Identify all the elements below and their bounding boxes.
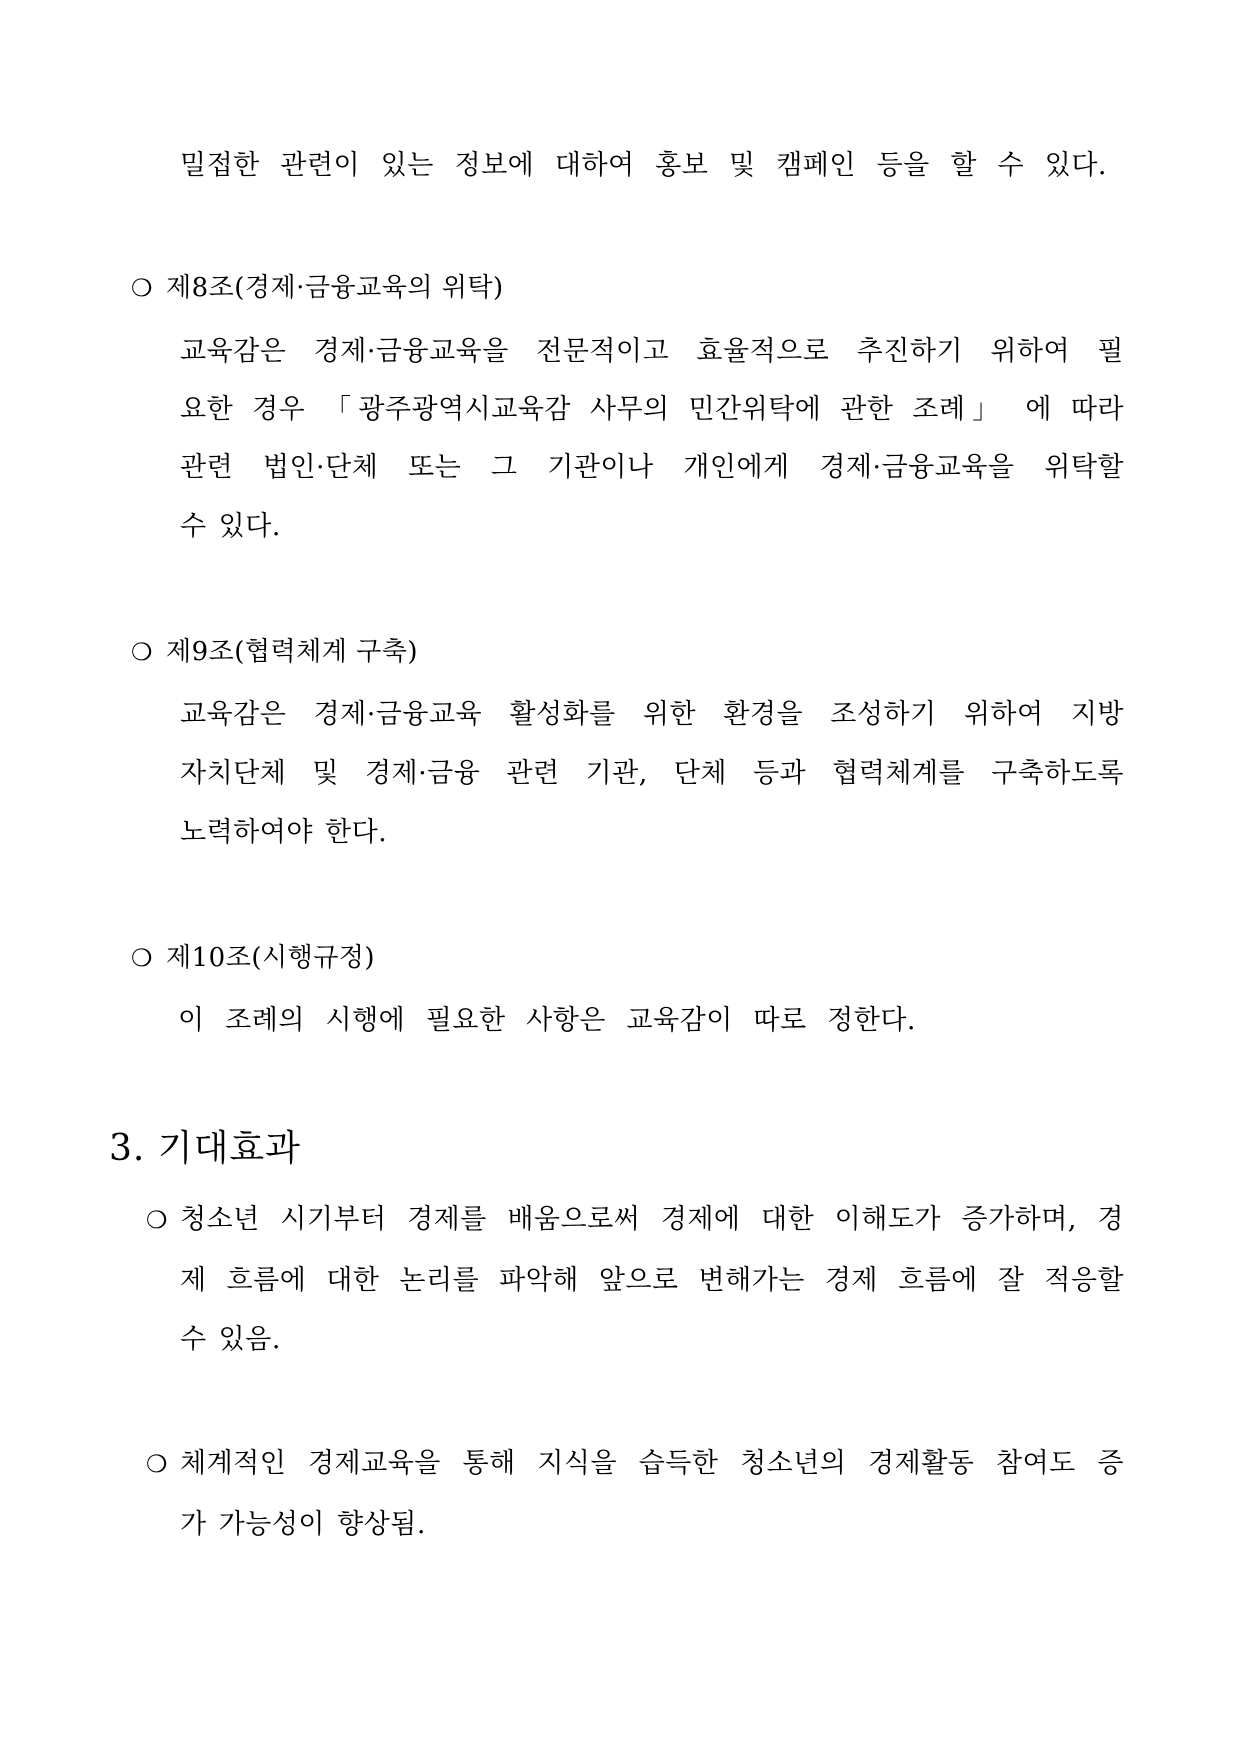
article-9-line-3: 노력하여야 한다. [180, 817, 388, 848]
circle-bullet-icon: ❍ [131, 638, 153, 666]
article-10-line-1: 이 조례의 시행에 필요한 사항은 교육감이 따로 정한다. [178, 1005, 916, 1036]
article-8-line-1: 교육감은 경제·금융교육을 전문적이고 효율적으로 추진하기 위하여 필 [180, 336, 1124, 367]
article-8-line-3: 관련 법인·단체 또는 그 기관이나 개인에게 경제·금융교육을 위탁할 [180, 452, 1124, 483]
article-10-title: 제10조(시행규정) [166, 943, 376, 973]
effect-2-line-2: 가 가능성이 향상됨. [180, 1509, 426, 1540]
article-8-line-4: 수 있다. [180, 511, 281, 542]
circle-bullet-icon: ❍ [131, 944, 153, 972]
article-9-title: 제9조(협력체계 구축) [166, 637, 419, 667]
circle-bullet-icon: ❍ [131, 274, 153, 302]
circle-bullet-icon: ❍ [146, 1450, 168, 1478]
continuation-line-1: 밀접한 관련이 있는 정보에 대하여 홍보 및 캠페인 등을 할 수 있다. [180, 150, 1107, 181]
article-9-line-2: 자치단체 및 경제·금융 관련 기관, 단체 등과 협력체계를 구축하도록 [180, 758, 1124, 789]
article-8-line-2: 요한 경우 「광주광역시교육감 사무의 민간위탁에 관한 조례」 에 따라 [180, 394, 1124, 425]
section-heading: 3. 기대효과 [109, 1128, 301, 1169]
article-9-line-1: 교육감은 경제·금융교육 활성화를 위한 환경을 조성하기 위하여 지방 [180, 699, 1124, 730]
effect-2-line-1: 체계적인 경제교육을 통해 지식을 습득한 청소년의 경제활동 참여도 증 [180, 1448, 1124, 1479]
effect-1-line-1: 청소년 시기부터 경제를 배움으로써 경제에 대한 이해도가 증가하며, 경 [180, 1204, 1124, 1235]
effect-1-line-2: 제 흐름에 대한 논리를 파악해 앞으로 변해가는 경제 흐름에 잘 적응할 [180, 1265, 1124, 1296]
effect-1-line-3: 수 있음. [180, 1324, 281, 1355]
article-8-title: 제8조(경제·금융교육의 위탁) [166, 273, 504, 303]
circle-bullet-icon: ❍ [146, 1206, 168, 1234]
